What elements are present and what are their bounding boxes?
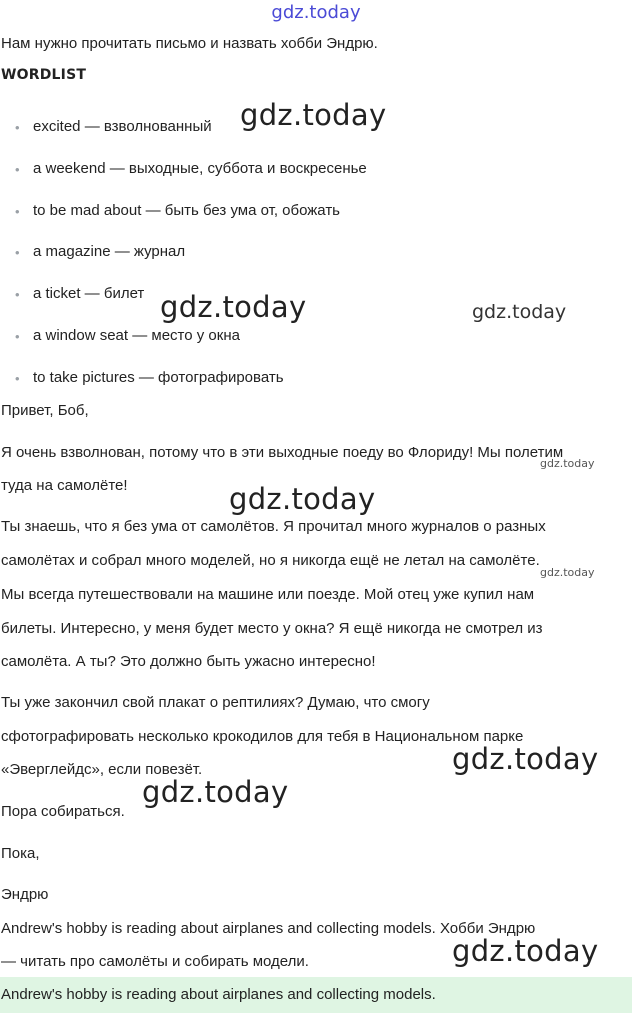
watermark: gdz.today — [540, 457, 595, 470]
watermark-top: gdz.today — [271, 2, 361, 23]
answer-text: Andrew's hobby is reading about airplanes and collecting models. — [1, 986, 436, 1003]
letter-line: «Эверглейдс», если повезёт. — [1, 761, 203, 778]
letter-line: Я очень взволнован, потому что в эти выходные поеду во Флориду! Мы полетим — [1, 444, 564, 461]
answer-box — [0, 977, 632, 1013]
letter-line: Пора собираться. — [1, 803, 125, 820]
watermark: gdz.today — [142, 775, 289, 809]
explanation-line: — читать про самолёты и собирать модели. — [1, 953, 309, 970]
watermark: gdz.today — [452, 742, 599, 776]
bullet-icon: • — [15, 371, 20, 386]
wordlist-heading: WORDLIST — [1, 67, 87, 83]
letter-line: туда на самолёте! — [1, 477, 128, 494]
bullet-icon: • — [15, 204, 20, 219]
letter-greeting: Привет, Боб, — [1, 402, 89, 419]
task-text: Нам нужно прочитать письмо и назвать хобби Эндрю. — [1, 35, 378, 52]
explanation-line: Andrew's hobby is reading about airplanes and collecting models. Хобби Эндрю — [1, 920, 536, 937]
watermark: gdz.today — [160, 290, 307, 324]
watermark: gdz.today — [240, 98, 387, 132]
watermark: gdz.today — [229, 482, 376, 516]
letter-line: самолётах и собрал много моделей, но я никогда ещё не летал на самолёте. — [1, 552, 540, 569]
bullet-icon: • — [15, 245, 20, 260]
letter-line: Ты уже закончил свой плакат о рептилиях? Думаю, что смогу — [1, 694, 430, 711]
bullet-icon: • — [15, 287, 20, 302]
bullet-icon: • — [15, 162, 20, 177]
watermark: gdz.today — [540, 566, 595, 579]
bullet-icon: • — [15, 329, 20, 344]
letter-line: самолёта. А ты? Это должно быть ужасно интересно! — [1, 653, 376, 670]
letter-line: Ты знаешь, что я без ума от самолётов. Я прочитал много журналов о разных — [1, 518, 546, 535]
watermark: gdz.today — [452, 934, 599, 968]
letter-signature: Эндрю — [1, 886, 49, 903]
letter-line: билеты. Интересно, у меня будет место у окна? Я ещё никогда не смотрел из — [1, 620, 543, 637]
watermark: gdz.today — [472, 301, 567, 323]
letter-line: Мы всегда путешествовали на машине или поезде. Мой отец уже купил нам — [1, 586, 535, 603]
bullet-icon: • — [15, 120, 20, 135]
letter-closing: Пока, — [1, 845, 40, 862]
letter-line: сфотографировать несколько крокодилов для тебя в Национальном парке — [1, 728, 524, 745]
